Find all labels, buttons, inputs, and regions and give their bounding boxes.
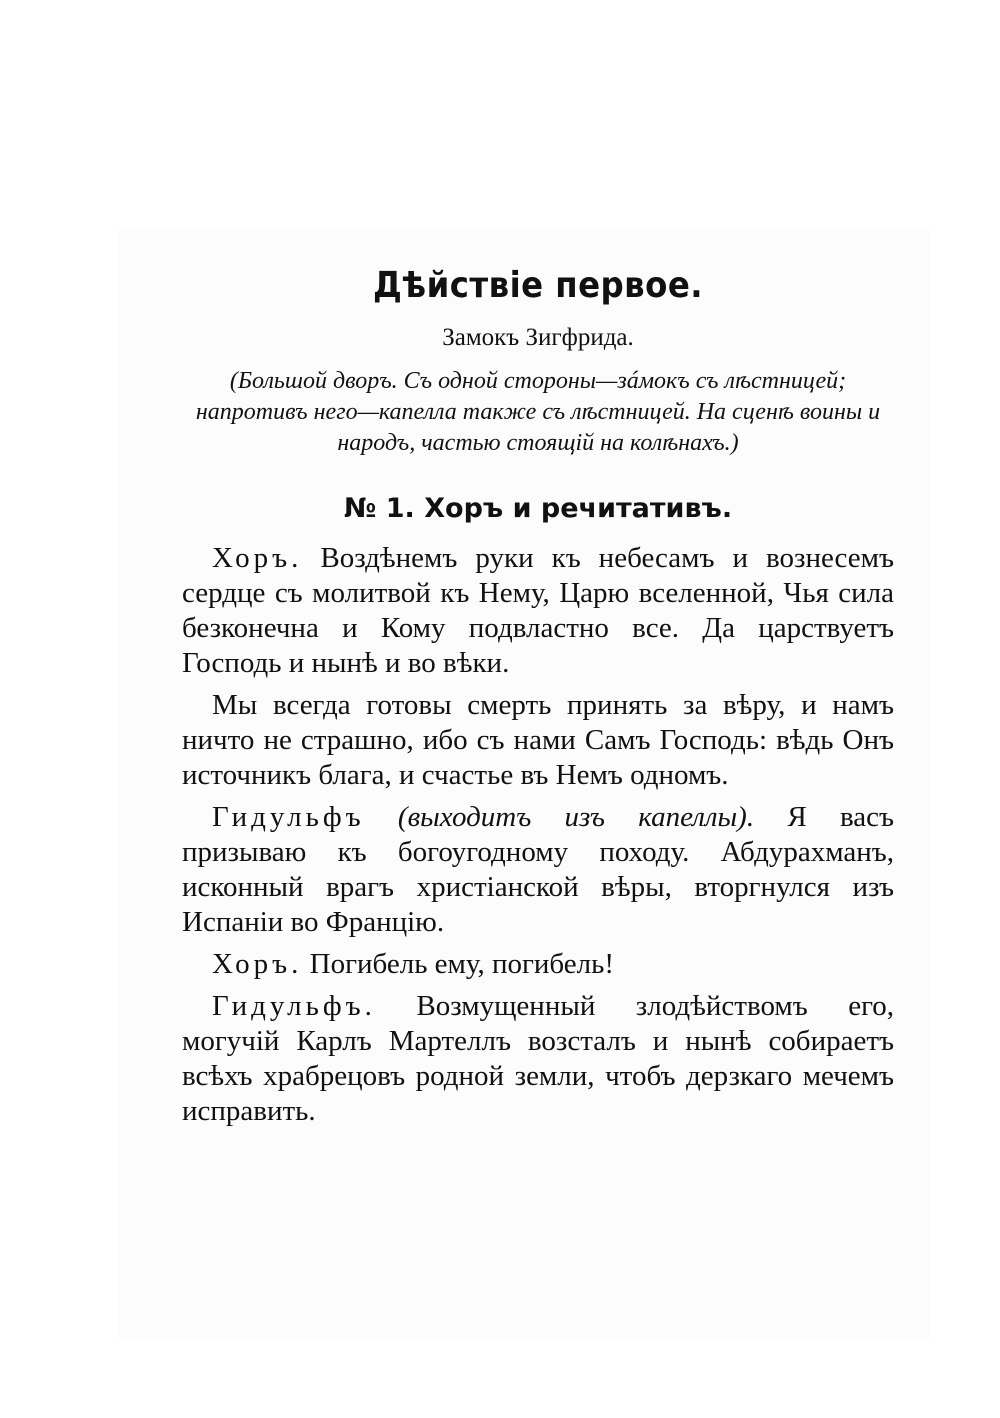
paragraph-gidulf-1 — [182, 800, 894, 940]
speaker-name: Гидульфъ. — [212, 990, 376, 1022]
paragraph-gidulf-2 — [182, 989, 894, 1129]
speaker-name: Гидульфъ — [212, 801, 365, 833]
stage-note: (выходитъ изъ капеллы). — [397, 801, 755, 833]
paragraph-text: Мы всегда готовы смерть принять за вѣру, и намъ ничто не страшно, ибо съ нами Самъ Господь: вѣдь Онъ источникъ блага, и счастье въ Немъ одномъ. — [182, 689, 894, 791]
paragraph-text: Я васъ призываю къ богоугодному походу. Абдурахманъ, исконный врагъ христіанской вѣры, вторгнулся изъ Испаніи во Францію. — [182, 801, 894, 938]
speaker-name: Хоръ. — [212, 542, 303, 574]
scene-location: Замокъ Зигфрида. — [442, 324, 634, 351]
stage-direction: (Большой дворъ. Съ одной стороны—зáмокъ съ лѣстницей; напротивъ него—капелла также съ лѣстницей. На сценѣ воины и народъ, частью стоящій на колѣнахъ.) — [195, 368, 881, 456]
paragraph-chorus-3 — [182, 947, 894, 982]
paragraph-text: Погибель ему, погибель! — [309, 948, 615, 980]
paragraph-text: Воздѣнемъ руки къ небесамъ и вознесемъ сердце съ молитвой къ Нему, Царю вселенной, Чья сила безконечна и Кому подвластно все. Да царствуетъ Господь и нынѣ и во вѣки. — [182, 542, 895, 679]
paragraph-chorus-2 — [182, 688, 894, 793]
section-heading: № 1. Хоръ и речитативъ. — [343, 493, 733, 524]
paragraph-chorus-1 — [182, 541, 894, 681]
speaker-name: Хоръ. — [212, 948, 303, 980]
act-title: Дѣйствіе первое. — [372, 265, 704, 306]
paragraph-text: Возмущенный злодѣйствомъ его, могучій Карлъ Мартеллъ возсталъ и нынѣ собираетъ всѣхъ храбрецовъ родной земли, чтобъ дерзкаго мечемъ исправить. — [182, 990, 894, 1127]
text-column — [182, 262, 894, 1136]
